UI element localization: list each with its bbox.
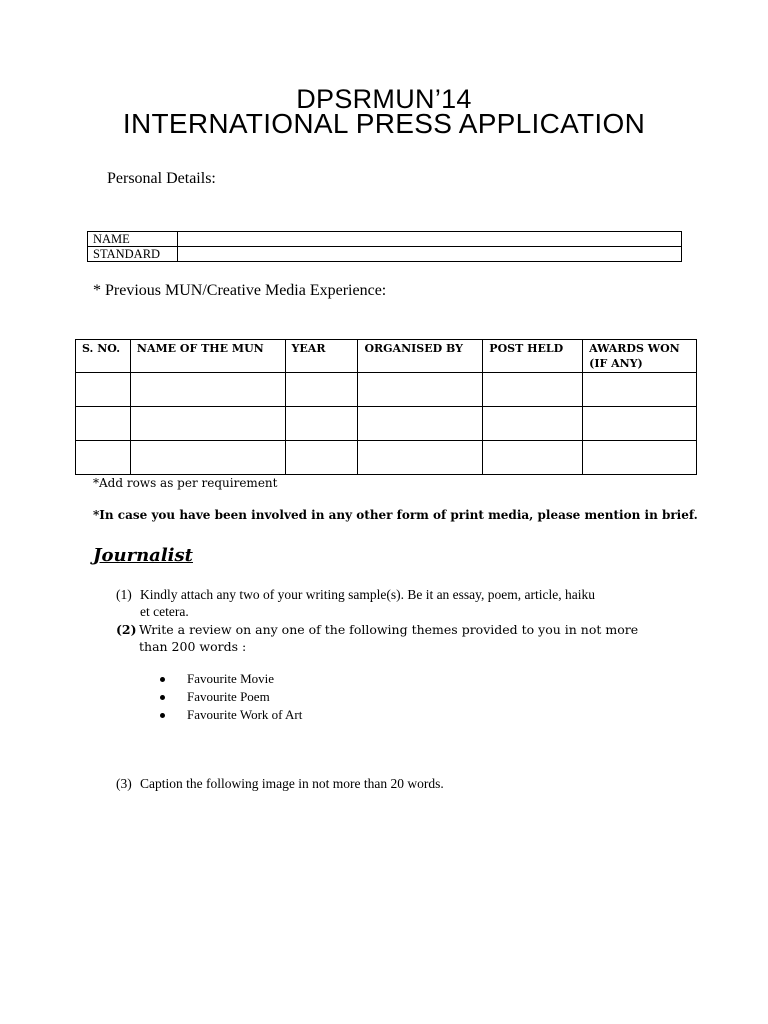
table-cell[interactable] bbox=[583, 407, 697, 441]
list-item bbox=[160, 670, 302, 688]
theme-label: Favourite Work of Art bbox=[187, 707, 303, 722]
instruction-continuation: et cetera. bbox=[140, 604, 189, 619]
theme-list bbox=[160, 670, 302, 724]
instruction-3 bbox=[116, 775, 444, 792]
bullet-icon bbox=[160, 695, 165, 700]
standard-label: STANDARD bbox=[88, 247, 178, 262]
instruction-text: Write a review on any one of the following themes provided to you in not more bbox=[139, 622, 639, 637]
instruction-1 bbox=[116, 586, 676, 620]
col-header-mun-name: NAME OF THE MUN bbox=[130, 340, 285, 373]
theme-label: Favourite Movie bbox=[187, 671, 275, 686]
personal-details-table bbox=[87, 231, 682, 262]
table-cell[interactable] bbox=[285, 373, 358, 407]
instruction-text: Caption the following image in not more than 20 words. bbox=[140, 776, 444, 791]
col-header-sno: S. NO. bbox=[76, 340, 131, 373]
col-header-year: YEAR bbox=[285, 340, 358, 373]
table-cell[interactable] bbox=[76, 407, 131, 441]
table-row bbox=[76, 407, 697, 441]
instruction-number: (2) bbox=[116, 622, 137, 637]
form-title-line-1: DPSRMUN’14 bbox=[296, 84, 472, 114]
table-cell[interactable] bbox=[285, 407, 358, 441]
table-row bbox=[88, 232, 682, 247]
bullet-icon bbox=[160, 677, 165, 682]
print-media-note: *In case you have been involved in any other form of print media, please mention in brief. bbox=[93, 508, 698, 522]
table-cell[interactable] bbox=[483, 407, 583, 441]
experience-table bbox=[75, 339, 697, 475]
bullet-icon bbox=[160, 713, 165, 718]
personal-details-heading: Personal Details: bbox=[107, 170, 216, 187]
table-row bbox=[76, 441, 697, 475]
table-cell[interactable] bbox=[483, 441, 583, 475]
form-title-line-2: INTERNATIONAL PRESS APPLICATION bbox=[122, 108, 646, 139]
table-cell[interactable] bbox=[358, 373, 483, 407]
table-cell[interactable] bbox=[76, 441, 131, 475]
table-cell[interactable] bbox=[583, 373, 697, 407]
table-cell[interactable] bbox=[130, 373, 285, 407]
table-header-row bbox=[76, 340, 697, 373]
list-item bbox=[160, 688, 302, 706]
table-cell[interactable] bbox=[130, 407, 285, 441]
journalist-heading: Journalist bbox=[93, 545, 193, 566]
add-rows-note: *Add rows as per requirement bbox=[93, 476, 278, 490]
standard-field[interactable] bbox=[178, 247, 682, 262]
table-cell[interactable] bbox=[358, 441, 483, 475]
table-cell[interactable] bbox=[285, 441, 358, 475]
col-header-post-held: POST HELD bbox=[483, 340, 583, 373]
experience-heading: * Previous MUN/Creative Media Experience: bbox=[93, 282, 387, 299]
table-row bbox=[88, 247, 682, 262]
instruction-continuation: than 200 words : bbox=[139, 639, 247, 654]
table-row bbox=[76, 373, 697, 407]
table-cell[interactable] bbox=[130, 441, 285, 475]
table-cell[interactable] bbox=[583, 441, 697, 475]
col-header-awards: AWARDS WON (IF ANY) bbox=[583, 340, 697, 373]
theme-label: Favourite Poem bbox=[187, 689, 270, 704]
name-field[interactable] bbox=[178, 232, 682, 247]
table-cell[interactable] bbox=[76, 373, 131, 407]
instruction-number: (1) bbox=[116, 587, 132, 602]
list-item bbox=[160, 706, 302, 724]
table-cell[interactable] bbox=[358, 407, 483, 441]
instruction-number: (3) bbox=[116, 776, 132, 791]
instruction-text: Kindly attach any two of your writing sample(s). Be it an essay, poem, article, haiku bbox=[140, 587, 596, 602]
name-label: NAME bbox=[88, 232, 178, 247]
table-cell[interactable] bbox=[483, 373, 583, 407]
instruction-2 bbox=[116, 621, 676, 655]
col-header-organised-by: ORGANISED BY bbox=[358, 340, 483, 373]
